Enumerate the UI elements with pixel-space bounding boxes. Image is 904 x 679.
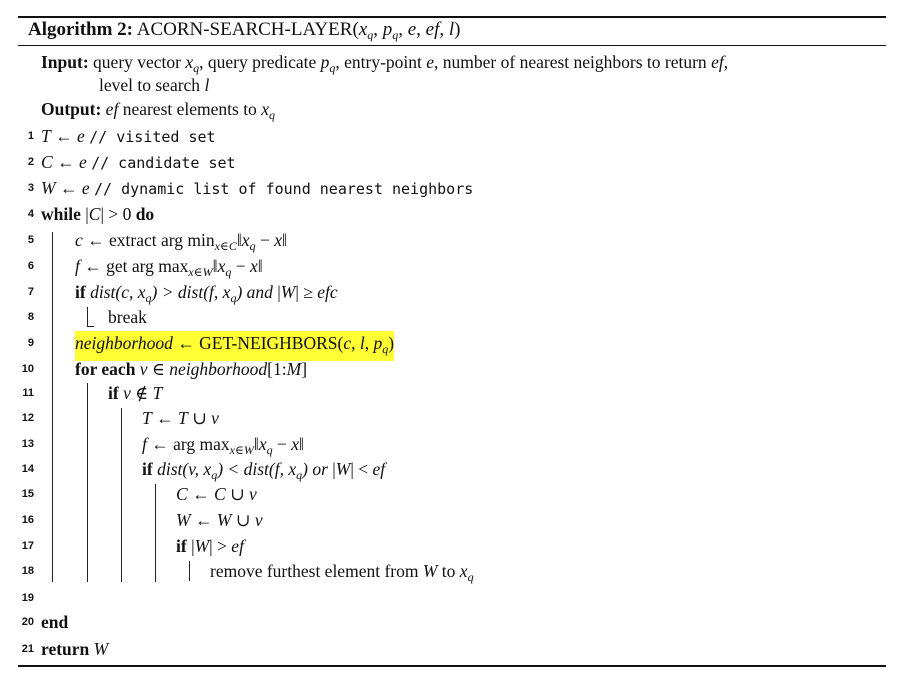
code-line-9	[0, 331, 904, 355]
line-number: 16	[21, 514, 34, 526]
code-line-16: 16 W ← W ∪ v	[0, 508, 904, 532]
code-line-21: 21 return W	[0, 637, 904, 661]
output-line: Output: ef nearest elements to $x_q$	[41, 99, 275, 122]
code-line-15: 15 C ← C ∪ v	[0, 482, 904, 506]
highlighted-line: neighborhood ← GET-NEIGHBORS(c, l, $p_q$)	[75, 331, 394, 361]
code-line-11: 11 if v ∉ T	[0, 381, 904, 405]
line-number: 7	[27, 286, 34, 298]
line-number: 18	[21, 565, 34, 577]
code-line-7: 7 if dist(c, $x_q$) > dist(f, $x_q$) and |W| ≥ efc	[0, 280, 904, 304]
line-number: 12	[21, 412, 34, 424]
code-line-14: 14 if dist(v, $x_q$) < dist(f, $x_q$) or |W| < ef	[0, 457, 904, 481]
if-size-scope-bar	[189, 561, 190, 581]
algorithm-caption	[28, 18, 460, 47]
code-line-17: 17 if |W| > ef	[0, 534, 904, 558]
bottom-rule	[18, 665, 886, 667]
if-notin-scope-bar	[121, 408, 122, 582]
line-number: 9	[27, 337, 34, 349]
line-number: 21	[21, 643, 34, 655]
code-line-13: 13 f ← arg $\max_{x\in W}‖x_q$ − x‖	[0, 432, 904, 456]
line-number: 14	[21, 463, 34, 475]
algorithm-signature: ($x_q$, $p_q$, e, ef, l)	[352, 19, 461, 42]
input-line-1: Input: query vector $x_q$, query predicate $p_q$, entry-point e, number of nearest neighbors to return ef,	[41, 52, 729, 75]
line-number: 17	[21, 540, 34, 552]
line-number: 5	[27, 234, 34, 246]
if-break-scope-tick	[87, 326, 94, 327]
if-dist-scope-bar	[155, 484, 156, 582]
line-number: 8	[27, 311, 34, 323]
code-line-10: 10 for each v ∈ neighborhood[1:M]	[0, 357, 904, 381]
line-number: 4	[27, 208, 34, 220]
code-line-6: 6 f ← get arg $\max_{x\in W}‖x_q$ − x‖	[0, 254, 904, 278]
line-number: 13	[21, 438, 34, 450]
code-line-8: 8 break	[0, 305, 904, 329]
code-line-18: 18 remove furthest element from W to $x_q$	[0, 559, 904, 583]
input-line-2: level to search l	[99, 75, 210, 95]
code-line-1: 1 T ← e // visited set	[0, 124, 904, 148]
code-line-20: 20 end	[0, 610, 904, 634]
code-line-12: 12 T ← T ∪ v	[0, 406, 904, 430]
code-line-19	[0, 586, 904, 610]
line-number: 6	[27, 260, 34, 272]
algorithm-label: Algorithm 2:	[28, 19, 134, 40]
if-break-scope-bar	[87, 307, 88, 327]
line-number: 2	[27, 156, 34, 168]
code-line-4: 4 while |C| > 0 do	[0, 202, 904, 226]
code-line-3: 3 W ← e // dynamic list of found nearest neighbors	[0, 176, 904, 200]
line-number: 15	[21, 488, 34, 500]
for-scope-bar	[87, 383, 88, 582]
algorithm-name: ACORN-SEARCH-LAYER	[136, 19, 353, 40]
line-number: 11	[22, 387, 34, 399]
line-number: 10	[21, 363, 34, 375]
line-number: 3	[27, 182, 34, 194]
code-line-2: 2 C ← e // candidate set	[0, 150, 904, 174]
line-number: 20	[21, 616, 34, 628]
while-scope-bar	[52, 232, 53, 582]
line-number: 19	[21, 592, 34, 604]
line-number: 1	[27, 130, 34, 142]
code-line-5: 5 c ← extract arg $\min_{x\in C}‖x_q$ − x‖	[0, 228, 904, 252]
